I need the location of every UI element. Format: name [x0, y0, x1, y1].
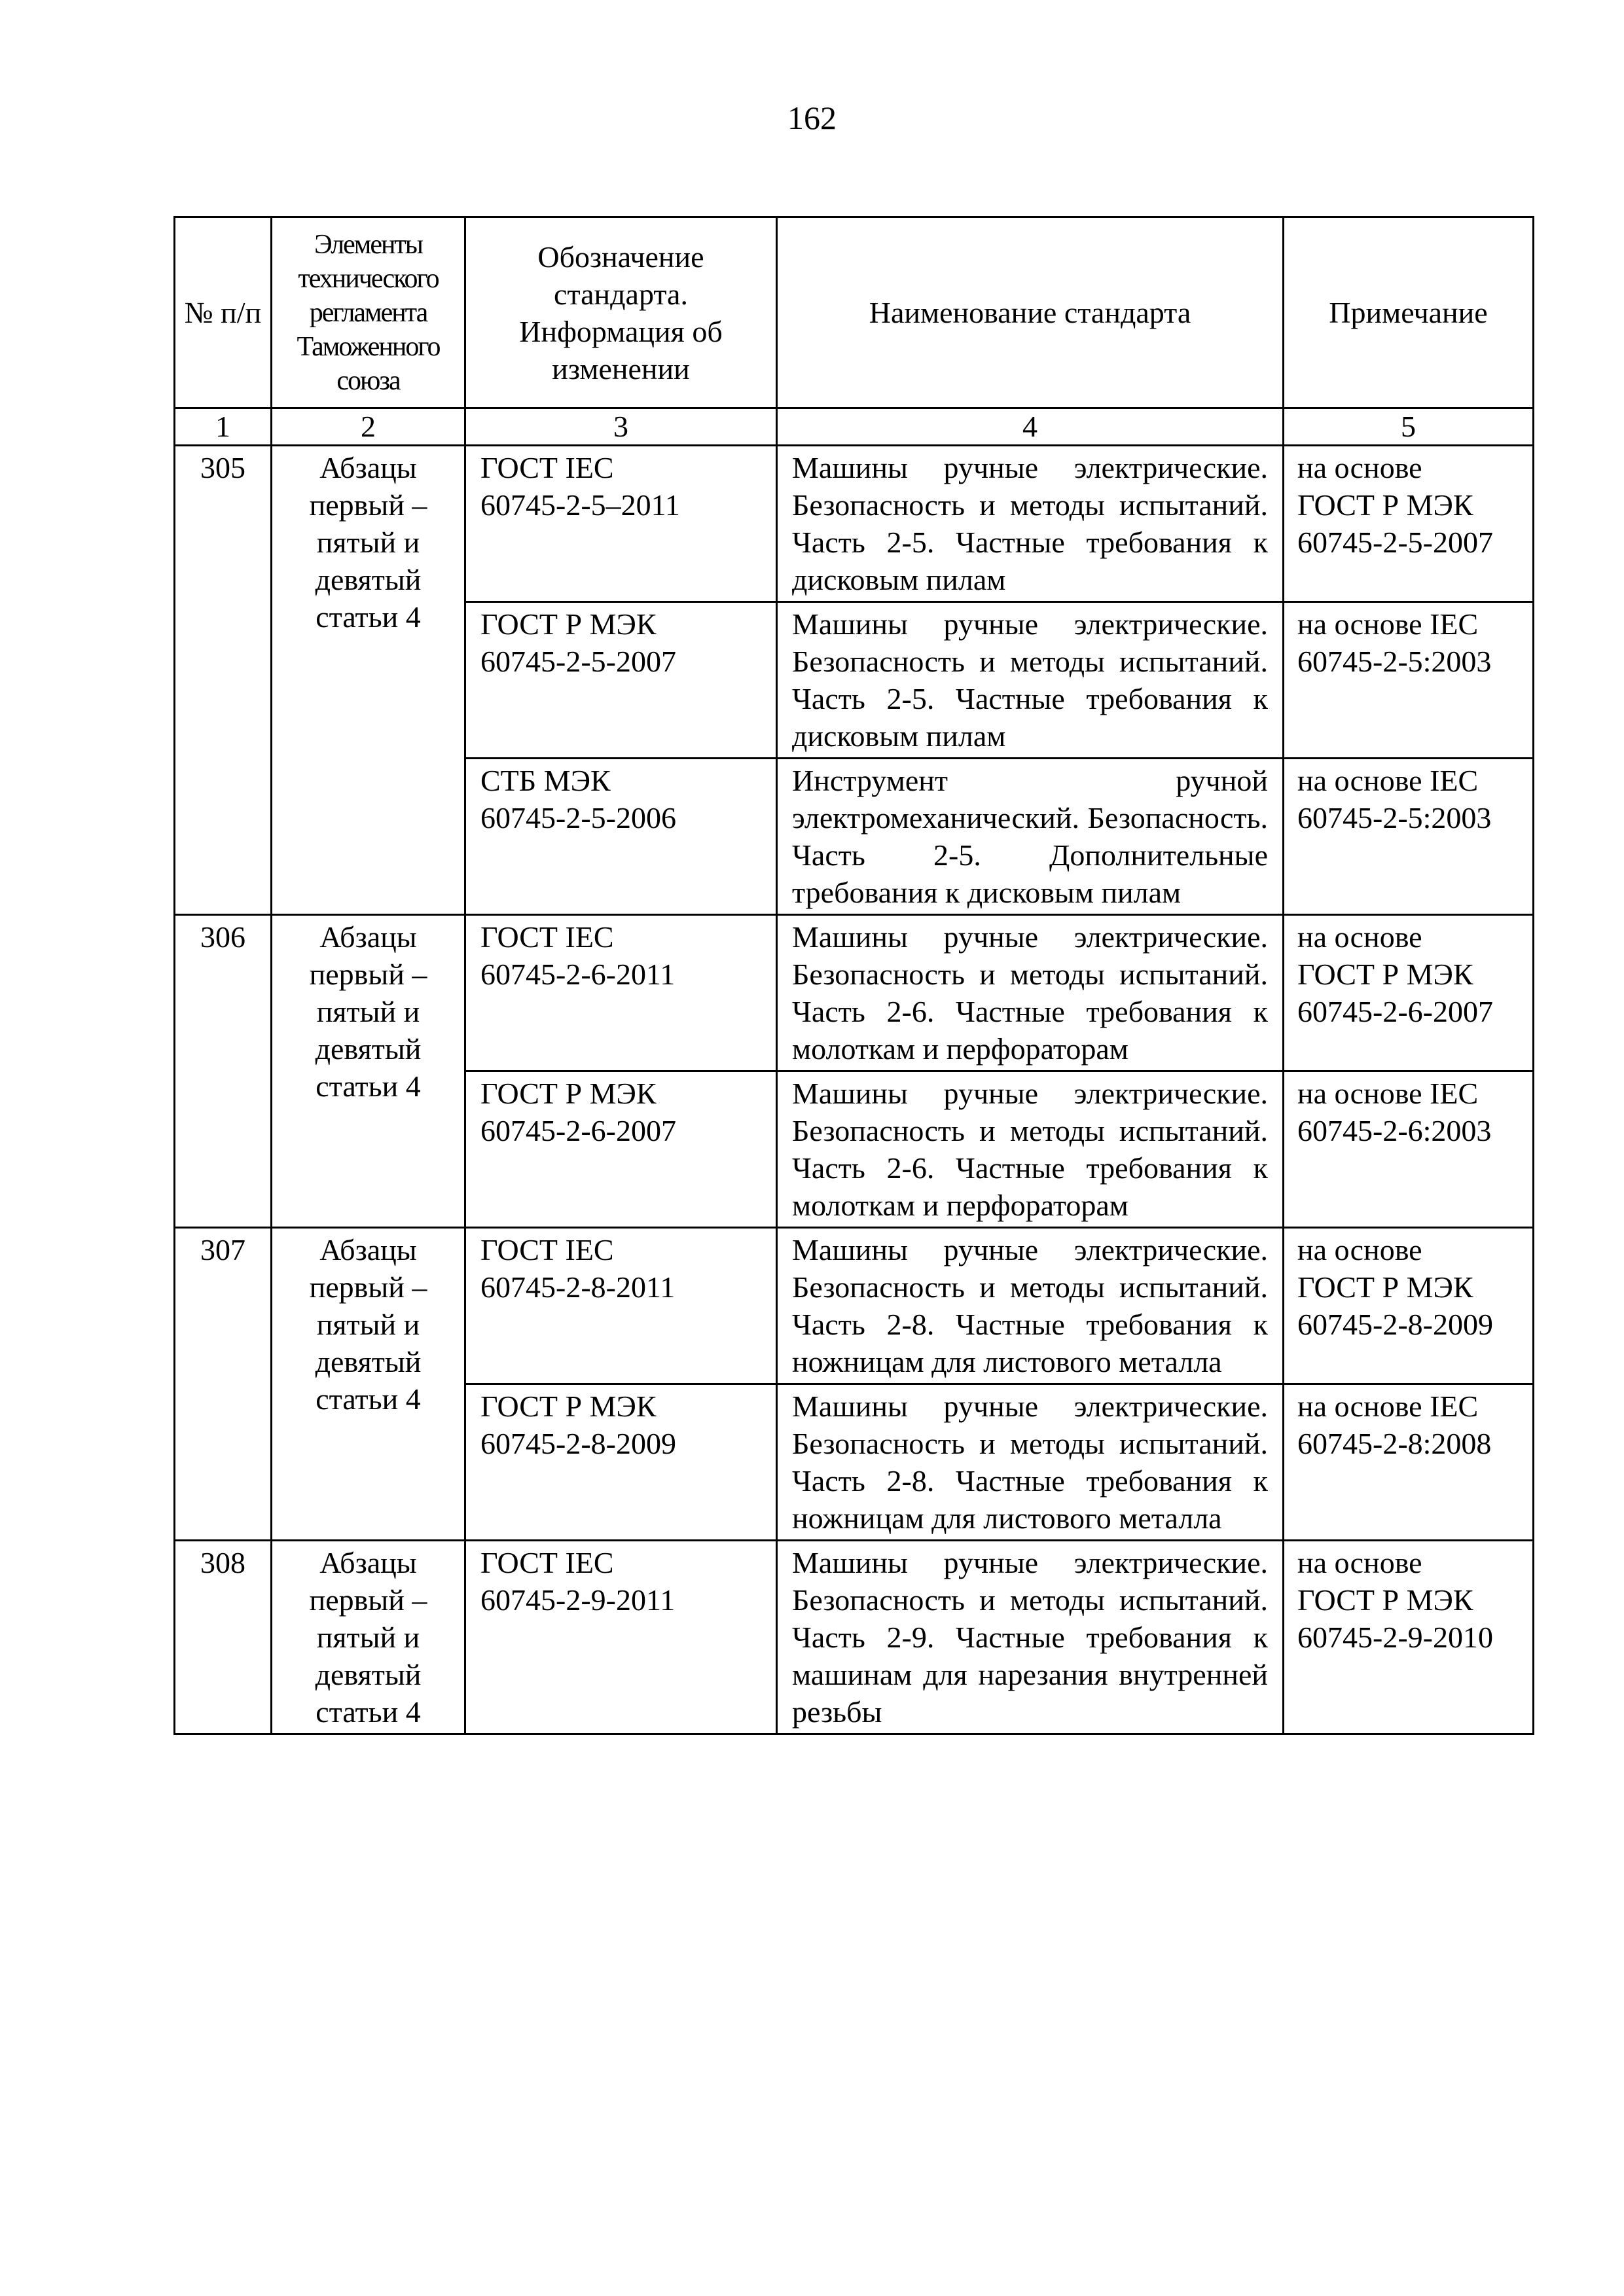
standard-designation: ГОСТ Р МЭК 60745-2-6-2007	[465, 1071, 777, 1228]
standard-note: на основе IEC 60745-2-8:2008	[1284, 1384, 1534, 1541]
column-number: 2	[272, 408, 465, 446]
standard-note: на основе IEC 60745-2-5:2003	[1284, 759, 1534, 915]
standard-designation: ГОСТ IEC 60745-2-6-2011	[465, 915, 777, 1071]
row-number: 306	[175, 915, 272, 1228]
standard-note: на основе ГОСТ Р МЭК 60745-2-9-2010	[1284, 1541, 1534, 1734]
regulation-elements: Абзацы первый – пятый и девятый статьи 4	[272, 1228, 465, 1541]
standard-designation: ГОСТ IEC 60745-2-5–2011	[465, 446, 777, 602]
standard-designation: СТБ МЭК 60745-2-5-2006	[465, 759, 777, 915]
standard-name: Машины ручные электрические. Безопасность и методы испытаний. Часть 2-6. Частные требования к молоткам и перфораторам	[777, 915, 1284, 1071]
standard-note: на основе ГОСТ Р МЭК 60745-2-8-2009	[1284, 1228, 1534, 1384]
regulation-elements: Абзацы первый – пятый и девятый статьи 4	[272, 446, 465, 915]
column-numbers-row	[175, 408, 1534, 446]
table-row	[175, 1541, 1534, 1734]
standard-note: на основе ГОСТ Р МЭК 60745-2-6-2007	[1284, 915, 1534, 1071]
regulation-elements: Абзацы первый – пятый и девятый статьи 4	[272, 915, 465, 1228]
row-number: 308	[175, 1541, 272, 1734]
standard-name: Машины ручные электрические. Безопасность и методы испытаний. Часть 2-9. Частные требования к машинам для нарезания внутренней резьбы	[777, 1541, 1284, 1734]
regulation-elements: Абзацы первый – пятый и девятый статьи 4	[272, 1541, 465, 1734]
standard-designation: ГОСТ IEC 60745-2-9-2011	[465, 1541, 777, 1734]
standard-designation: ГОСТ Р МЭК 60745-2-5-2007	[465, 602, 777, 759]
standard-name: Машины ручные электрические. Безопасность и методы испытаний. Часть 2-8. Частные требования к ножницам для листового металла	[777, 1228, 1284, 1384]
standards-table	[173, 216, 1534, 1735]
header-num: № п/п	[175, 217, 272, 408]
column-number: 5	[1284, 408, 1534, 446]
column-number: 4	[777, 408, 1284, 446]
table-row	[175, 446, 1534, 602]
standard-name: Машины ручные электрические. Безопасность и методы испытаний. Часть 2-6. Частные требования к молоткам и перфораторам	[777, 1071, 1284, 1228]
standard-name: Машины ручные электрические. Безопасность и методы испытаний. Часть 2-5. Частные требования к дисковым пилам	[777, 446, 1284, 602]
row-number: 307	[175, 1228, 272, 1541]
page-number: 162	[787, 99, 837, 136]
row-number: 305	[175, 446, 272, 915]
column-number: 3	[465, 408, 777, 446]
table-row	[175, 1228, 1534, 1384]
header-designation: Обозначение стандарта. Информация об изменении	[465, 217, 777, 408]
standard-designation: ГОСТ Р МЭК 60745-2-8-2009	[465, 1384, 777, 1541]
header-name: Наименование стандарта	[777, 217, 1284, 408]
standard-note: на основе ГОСТ Р МЭК 60745-2-5-2007	[1284, 446, 1534, 602]
standard-note: на основе IEC 60745-2-5:2003	[1284, 602, 1534, 759]
standard-name: Инструмент ручной электромеханический. Безопасность. Часть 2-5. Дополнительные требования к дисковым пилам	[777, 759, 1284, 915]
standard-designation: ГОСТ IEC 60745-2-8-2011	[465, 1228, 777, 1384]
standard-name: Машины ручные электрические. Безопасность и методы испытаний. Часть 2-5. Частные требования к дисковым пилам	[777, 602, 1284, 759]
header-elements: Элементы технического регламента Таможенного союза	[272, 217, 465, 408]
table-row	[175, 915, 1534, 1071]
header-row	[175, 217, 1534, 408]
standard-note: на основе IEC 60745-2-6:2003	[1284, 1071, 1534, 1228]
column-number: 1	[175, 408, 272, 446]
standard-name: Машины ручные электрические. Безопасность и методы испытаний. Часть 2-8. Частные требования к ножницам для листового металла	[777, 1384, 1284, 1541]
header-note: Примечание	[1284, 217, 1534, 408]
